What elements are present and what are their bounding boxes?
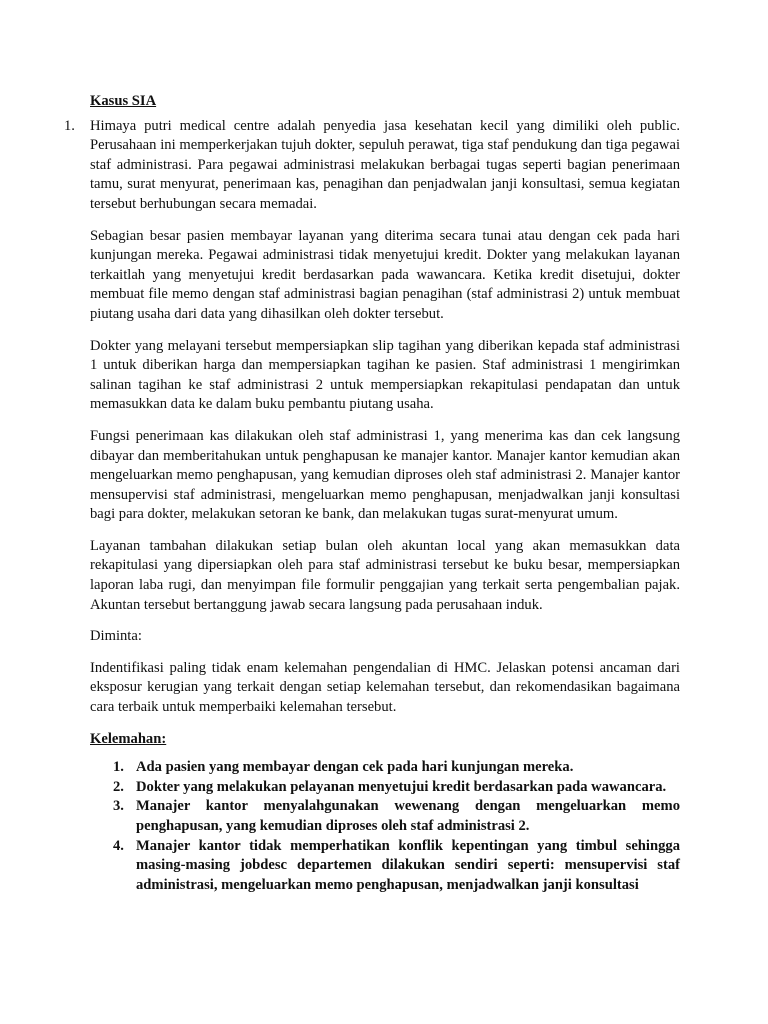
document-title: Kasus SIA [90,93,157,109]
document-page [64,92,680,895]
paragraph-task: Indentifikasi paling tidak enam kelemahan pengendalian di HMC. Jelaskan potensi ancaman dari eksposur kerugian yang terkait dengan setiap kelemahan tersebut, dan rekomendasikan bagaimana cara terbaik untuk memperbaiki kelemahan tersebut. [90,659,680,716]
case-item-1 [64,117,680,896]
paragraph-intro: Himaya putri medical centre adalah penyedia jasa kesehatan kecil yang dimiliki oleh public. Perusahaan ini memperkerjakan tujuh dokter, sepuluh perawat, tiga staf pendukung dan tiga pegawai staf administrasi. Para pegawai administrasi melakukan berbagai tugas seperti bagian penerimaan tamu, surat menyurat, penerimaan kas, penagihan dan penjadwalan janji konsultasi, semua kegiatan tersebut berhubungan secara memadai. [90,117,680,212]
kelemahan-list [90,758,680,895]
list-item-text: Manajer kantor tidak memperhatikan konflik kepentingan yang timbul sehingga masing-masing jobdesc departemen dilakukan sendiri seperti: mensupervisi staf administrasi, mengeluarkan memo penghapusan, menjadwalkan janji konsultasi [136,837,680,893]
paragraph-cash-receipts: Fungsi penerimaan kas dilakukan oleh staf administrasi 1, yang menerima kas dan cek langsung dibayar dan memberitahukan untuk penghapusan ke manajer kantor. Manajer kantor kemudian akan mengeluarkan memo penghapusan, yang kemudian diproses oleh staf administrasi 2. Manajer kantor mensupervisi staf administrasi, mengeluarkan memo penghapusan, menjadwalkan janji konsultasi bagi para dokter, melakukan setoran ke bank, dan melakukan tugas surat-menyurat umum. [90,427,680,523]
list-item [113,837,680,896]
list-item [113,758,680,778]
paragraph-accountant: Layanan tambahan dilakukan setiap bulan oleh akuntan local yang akan memasukkan data rekapitulasi yang dipersiapkan oleh para staf administrasi tersebut ke buku besar, mempersiapkan laporan laba rugi, dan menyimpan file formulir penggajian yang terkait serta pengembalian pajak. Akuntan tersebut bertanggung jawab secara langsung pada perusahaan induk. [90,537,680,613]
list-item-number: 4. [113,837,124,854]
list-item-text: Ada pasien yang membayar dengan cek pada hari kunjungan mereka. [136,759,574,776]
case-item-number: 1. [64,117,75,134]
list-item [113,797,680,836]
paragraph-payment: Sebagian besar pasien membayar layanan yang diterima secara tunai atau dengan cek pada hari kunjungan mereka. Pegawai administrasi tidak menyetujui kredit. Dokter yang melakukan layanan terkaitlah yang menyetujui kredit berdasarkan pada wawancara. Ketika kredit disetujui, dokter membuat file memo dengan staf administrasi bagian penagihan (staf administrasi 2) untuk membuat piutang usaha dari data yang dihasilkan oleh dokter tersebut. [90,227,680,322]
list-item-number: 2. [113,778,124,795]
list-item-number: 3. [113,798,124,815]
list-item-text: Dokter yang melakukan pelayanan menyetujui kredit berdasarkan pada wawancara. [136,778,667,795]
list-item [113,778,680,798]
paragraph-required-label: Diminta: [90,628,142,645]
list-item-text: Manajer kantor menyalahgunakan wewenang dengan mengeluarkan memo penghapusan, yang kemudian diproses oleh staf administrasi 2. [136,798,680,834]
paragraph-billing: Dokter yang melayani tersebut mempersiapkan slip tagihan yang diberikan kepada staf administrasi 1 untuk diberikan harga dan mempersiapkan tagihan ke pasien. Staf administrasi 1 mengirimkan salinan tagihan ke staf administrasi 2 untuk mempersiapkan rekapitulasi pendapatan dan untuk memasukkan data ke dalam buku pembantu piutang usaha. [90,337,680,413]
kelemahan-heading: Kelemahan: [90,730,167,747]
list-item-number: 1. [113,759,124,776]
